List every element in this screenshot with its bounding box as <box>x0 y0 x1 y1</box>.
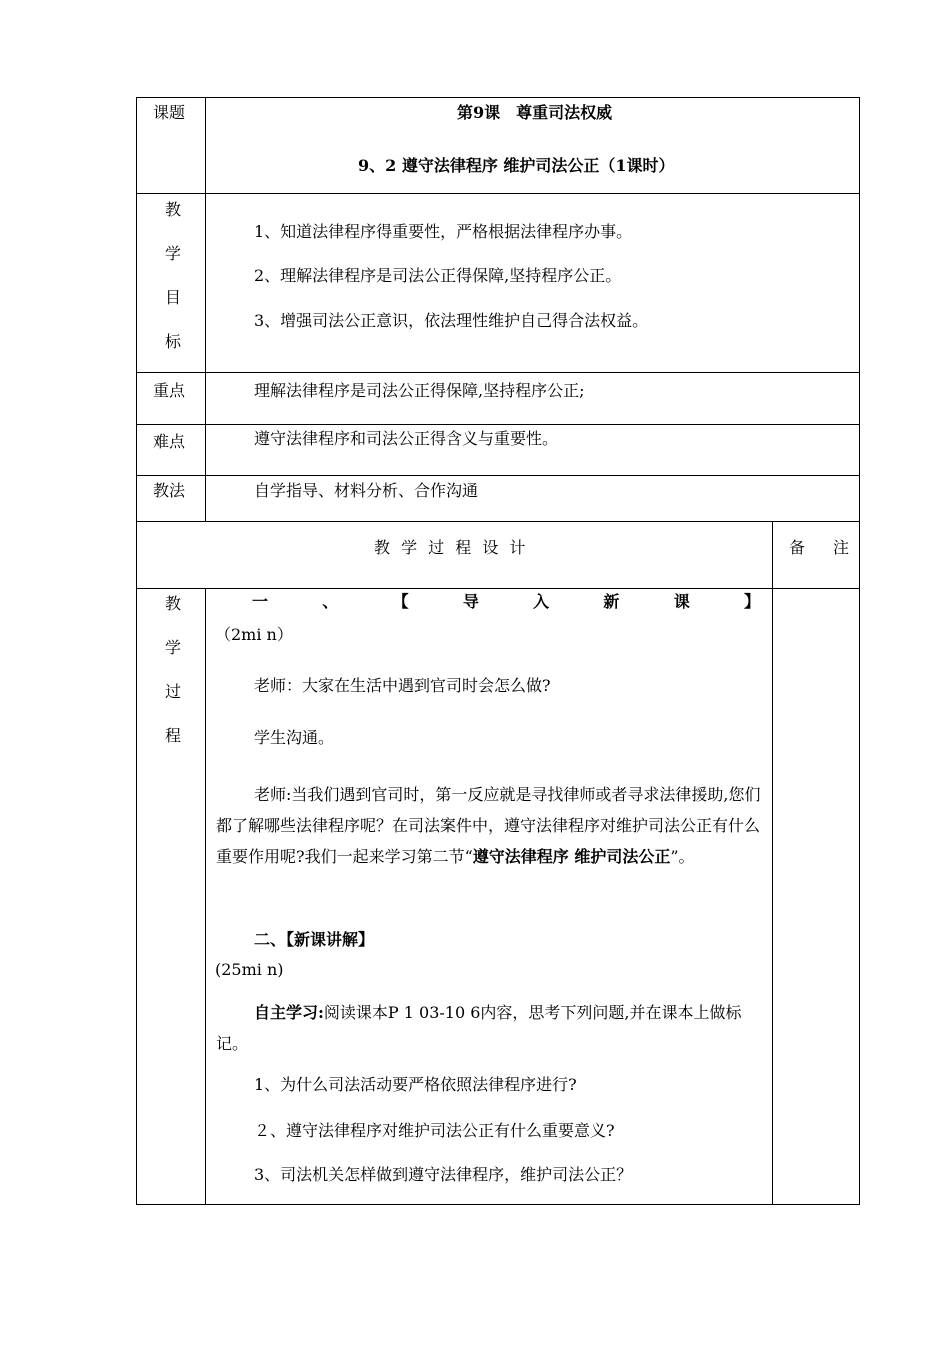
goals-label-char: 标 <box>164 332 181 351</box>
column-divider <box>205 97 206 521</box>
process-label-char: 过 <box>164 682 181 701</box>
intro-heading-char: 一 <box>252 592 269 611</box>
intro-time: （2mi n） <box>215 625 293 644</box>
student-communication: 学生沟通。 <box>254 728 335 747</box>
intro-heading-char: 、 <box>322 592 339 611</box>
key-point-label: 重点 <box>153 381 186 400</box>
goal-item: 3、增强司法公正意识，依法理性维护自己得合法权益。 <box>254 311 649 330</box>
process-label <box>163 594 183 770</box>
teacher-explanation <box>216 779 764 872</box>
key-point-text: 理解法律程序是司法公正得保障,坚持程序公正; <box>254 381 585 400</box>
goal-item: 1、知道法律程序得重要性，严格根据法律程序办事。 <box>254 222 633 241</box>
intro-heading-char: 新 <box>603 592 620 611</box>
column-divider <box>772 521 773 1205</box>
process-design-title: 教 学 过 程 设 计 <box>374 538 529 557</box>
difficulty-text: 遵守法律程序和司法公正得含义与重要性。 <box>254 429 559 448</box>
goals-label-char: 目 <box>164 288 181 307</box>
intro-heading <box>252 592 760 612</box>
study-question: 3、司法机关怎样做到遵守法律程序，维护司法公正？ <box>254 1165 633 1184</box>
row-divider <box>136 588 860 589</box>
goals-label <box>163 200 183 376</box>
lesson-topic-emphasis: 遵守法律程序 维护司法公正 <box>472 847 671 866</box>
row-divider <box>136 372 860 373</box>
lesson-subtitle: 9、2 遵守法律程序 维护司法公正（1课时） <box>358 156 675 175</box>
process-label-char: 教 <box>164 594 181 613</box>
intro-heading-char: 入 <box>533 592 550 611</box>
row-divider <box>136 424 860 425</box>
new-lesson-heading: 二、【新课讲解】 <box>254 930 375 949</box>
self-study-label: 自主学习: <box>254 1003 324 1022</box>
goals-label-char: 教 <box>164 200 181 219</box>
teacher-explanation-text: 老师:当我们遇到官司时，第一反应就是寻找律师或者寻求法律援助,您们都了解哪些法律程序呢？在司法案件中，遵守法律程序对维护司法公正有什么重要作用呢?我们一起来学习第二节“ <box>216 785 761 866</box>
self-study-text: 阅读课本P 1 03-10 6内容，思考下列问题,并在课本上做标记。 <box>216 1003 742 1053</box>
self-study-paragraph <box>216 997 764 1059</box>
row-divider <box>136 193 860 194</box>
study-question: 1、为什么司法活动要严格依照法律程序进行? <box>254 1075 577 1094</box>
column-divider <box>205 588 206 1205</box>
goal-item: 2、理解法律程序是司法公正得保障,坚持程序公正。 <box>254 266 622 285</box>
intro-heading-char: 】 <box>743 592 760 611</box>
goals-label-char: 学 <box>164 244 181 263</box>
process-label-char: 程 <box>164 726 181 745</box>
intro-heading-char: 课 <box>673 592 690 611</box>
difficulty-label: 难点 <box>153 432 186 451</box>
method-text: 自学指导、材料分析、合作沟通 <box>254 481 479 500</box>
study-question: ２、遵守法律程序对维护司法公正有什么重要意义? <box>254 1121 615 1140</box>
row-divider <box>136 521 860 522</box>
process-label-char: 学 <box>164 638 181 657</box>
new-lesson-time: (25mi n) <box>215 960 284 979</box>
teacher-explanation-end: ”。 <box>670 847 695 866</box>
intro-heading-char: 导 <box>462 592 479 611</box>
row-divider <box>136 475 860 476</box>
teacher-question: 老师：大家在生活中遇到官司时会怎么做? <box>254 676 551 695</box>
lesson-title: 第9课 尊重司法权威 <box>457 103 613 122</box>
remark-header: 备 注 <box>789 538 856 557</box>
method-label: 教法 <box>153 481 186 500</box>
topic-label: 课题 <box>153 103 186 122</box>
intro-heading-char: 【 <box>392 592 409 611</box>
